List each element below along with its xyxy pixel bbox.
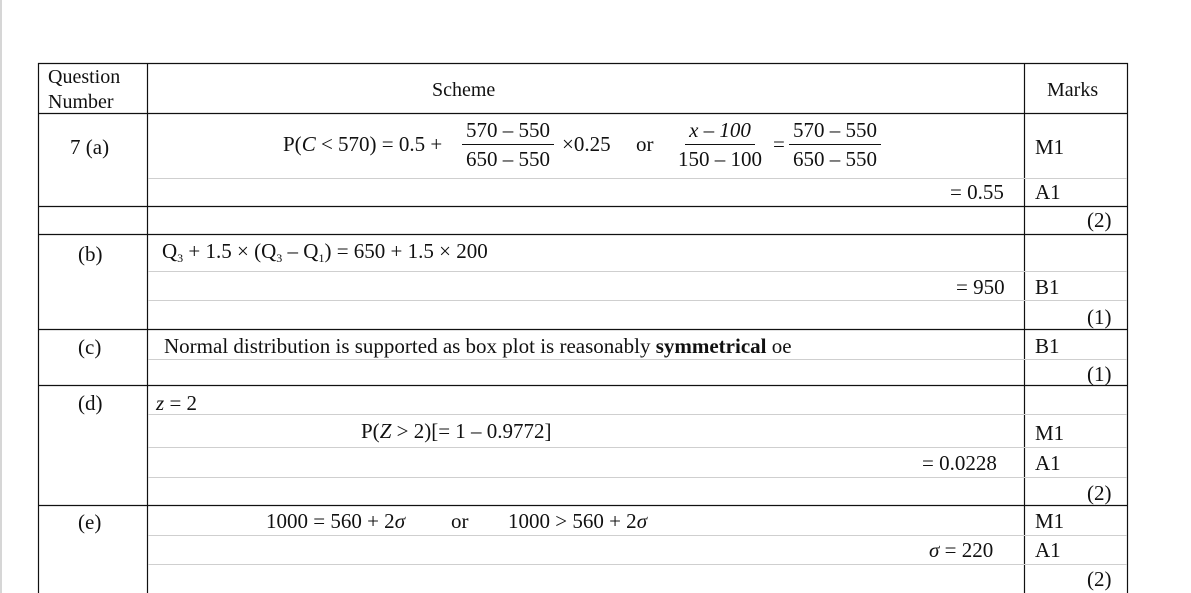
q7a-frac3-num: 570 – 550 — [789, 120, 881, 145]
q7b-q3: Q — [162, 239, 178, 263]
header-question: Question — [48, 66, 121, 88]
q7a-fraction-3 — [789, 120, 881, 170]
header-marks: Marks — [1047, 79, 1099, 101]
question-7a-label: 7 (a) — [70, 135, 110, 159]
q7e-result: σ = 220 — [929, 538, 994, 562]
q7a-frac1-den: 650 – 550 — [466, 147, 550, 171]
q7d-total: (2) — [1087, 481, 1112, 505]
q7a-result: = 0.55 — [950, 180, 1004, 204]
q7a-frac3-den: 650 – 550 — [793, 147, 877, 171]
q7c-text-bold: symmetrical — [655, 334, 767, 358]
q7b-end: ) = 650 + 1.5 × 200 — [324, 239, 488, 263]
q7d-probability: P(Z > 2)[= 1 – 0.9772] — [361, 419, 552, 443]
q7a-fraction-1 — [462, 120, 554, 170]
q7e-or: or — [451, 509, 469, 533]
q7c-text-after: oe — [766, 334, 792, 358]
q7d-result: = 0.0228 — [922, 451, 997, 475]
q7a-frac1-num: 570 – 550 — [462, 120, 554, 145]
q7e-equation-2: 1000 > 560 + 2σ — [508, 509, 648, 533]
q7a-frac2-num: x – 100 — [685, 120, 755, 145]
q7c-text-before: Normal distribution is supported as box plot is reasonably — [164, 334, 656, 358]
q7c-total: (1) — [1087, 362, 1112, 386]
q7a-mark-a1: A1 — [1035, 180, 1061, 204]
q7e-equation-1: 1000 = 560 + 2σ — [266, 509, 406, 533]
q7b-result: = 950 — [956, 275, 1005, 299]
q7b-q3-sub: 3 — [177, 251, 184, 265]
q7e-mark-m1: M1 — [1035, 509, 1065, 533]
q7b-mark-b1: B1 — [1035, 275, 1060, 299]
q7d-mark-a1: A1 — [1035, 451, 1061, 475]
q7a-equals: = — [773, 132, 785, 156]
q7d-z: z = 2 — [156, 391, 198, 415]
q7a-times: ×0.25 — [562, 132, 611, 156]
header-number: Number — [48, 91, 114, 113]
question-7d-label: (d) — [78, 391, 103, 415]
q7a-or: or — [636, 132, 654, 156]
q7b-expression — [162, 241, 488, 264]
q7a-fraction-2 — [674, 120, 766, 170]
q7b-q1-sub: 1 — [318, 251, 325, 265]
q7a-frac2-den: 150 – 100 — [678, 147, 762, 171]
q7c-mark-b1: B1 — [1035, 334, 1060, 358]
question-7c-label: (c) — [78, 335, 102, 359]
question-7e-label: (e) — [78, 510, 102, 534]
q7b-mid: + 1.5 × (Q — [183, 239, 277, 263]
q7a-total: (2) — [1087, 208, 1112, 232]
q7d-mark-m1: M1 — [1035, 421, 1065, 445]
q7c-text — [164, 336, 792, 357]
header-scheme: Scheme — [432, 79, 496, 101]
q7b-minus: – Q — [282, 239, 319, 263]
question-7b-label: (b) — [78, 242, 103, 266]
q7b-total: (1) — [1087, 305, 1112, 329]
q7e-total: (2) — [1087, 567, 1112, 591]
q7a-mark-m1: M1 — [1035, 135, 1065, 159]
q7e-mark-a1: A1 — [1035, 538, 1061, 562]
q7b-mid-sub: 3 — [276, 251, 283, 265]
q7a-lhs: P(C < 570) = 0.5 + — [283, 132, 443, 156]
